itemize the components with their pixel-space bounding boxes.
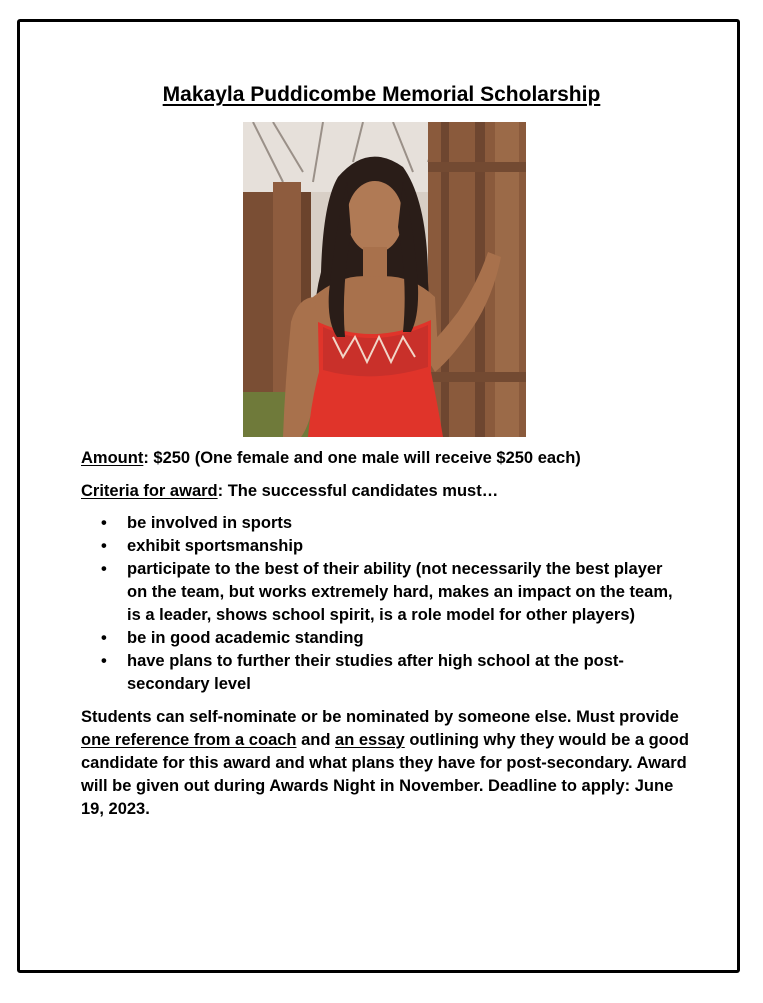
- bullet-icon: •: [101, 514, 107, 532]
- essay-requirement: an essay: [335, 731, 405, 749]
- list-item: [81, 512, 691, 535]
- page-title: Makayla Puddicombe Memorial Scholarship: [162, 83, 601, 106]
- criteria-text: : The successful candidates must…: [217, 482, 499, 500]
- list-item: [81, 535, 691, 558]
- criteria-list: [81, 512, 691, 696]
- bullet-icon: •: [101, 629, 107, 647]
- list-item-text: exhibit sportsmanship: [127, 537, 304, 555]
- list-item-text: be in good academic standing: [127, 629, 364, 647]
- bullet-icon: •: [101, 537, 107, 555]
- coach-reference-requirement: one reference from a coach: [81, 731, 297, 749]
- memorial-photo: [243, 122, 526, 437]
- application-instructions: [81, 706, 691, 821]
- amount-line: [81, 447, 691, 470]
- list-item-text: have plans to further their studies after high school at the post-secondary level: [127, 652, 624, 693]
- list-item-text: be involved in sports: [127, 514, 293, 532]
- instructions-text-2: and: [296, 731, 336, 749]
- list-item: [81, 627, 691, 650]
- instructions-text-3: outlining why they would be a good candidate for this award and what plans they have for post-secondary. Award will be given out during Awards Night in November. Deadline to apply: June 19, 2023.: [81, 731, 689, 818]
- criteria-line: [81, 480, 691, 503]
- list-item: [81, 558, 691, 627]
- amount-text: : $250 (One female and one male will receive $250 each): [143, 449, 581, 467]
- instructions-text-1: Students can self-nominate or be nominated by someone else. Must provide: [81, 708, 679, 726]
- list-item: [81, 650, 691, 696]
- amount-label: Amount: [81, 449, 144, 467]
- bullet-icon: •: [101, 560, 107, 578]
- criteria-label: Criteria for award: [81, 482, 218, 500]
- bullet-icon: •: [101, 652, 107, 670]
- list-item-text: participate to the best of their ability (not necessarily the best player on the team, but works extremely hard, makes an impact on the team, is a leader, shows school spirit, is a role model for other players): [127, 560, 673, 624]
- scholarship-details: [81, 447, 691, 821]
